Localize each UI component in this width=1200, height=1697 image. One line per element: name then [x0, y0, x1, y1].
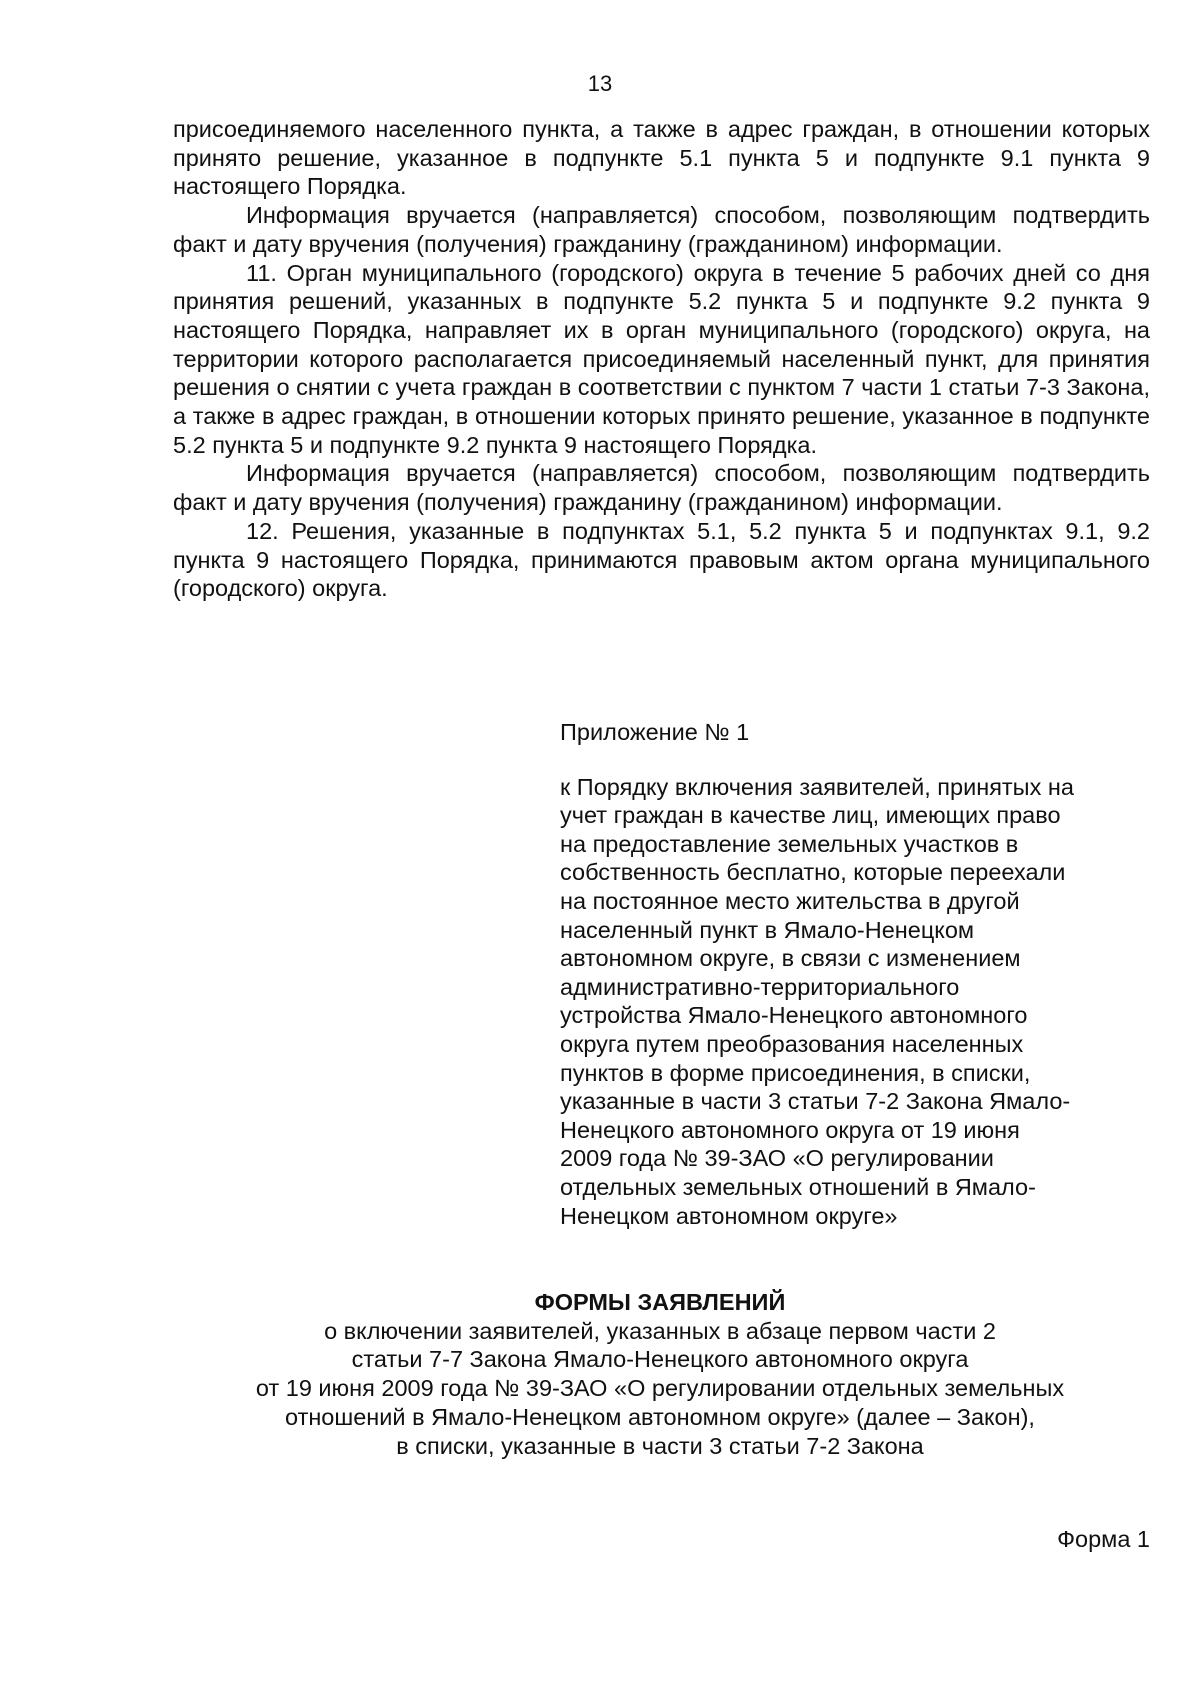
- appendix-line: автономном округе, в связи с изменением: [560, 945, 1021, 972]
- appendix-line: к Порядку включения заявителей, принятых на: [560, 773, 1074, 800]
- forms-subtitle-line: статьи 7-7 Закона Ямало-Ненецкого автономного округа: [351, 1346, 969, 1373]
- appendix-line: на постоянное место жительства в другой: [560, 887, 1020, 914]
- body-text: [173, 115, 1150, 603]
- appendix-title: Приложение № 1: [560, 719, 750, 745]
- forms-subtitle-line: отношений в Ямало-Ненецком автономном округе» (далее – Закон),: [285, 1403, 1035, 1430]
- page-number: 13: [587, 71, 613, 96]
- appendix-description: [560, 773, 1150, 1231]
- forms-subtitle-line: в списки, указанные в части 3 статьи 7-2 Закона: [396, 1432, 924, 1459]
- appendix-line: на предоставление земельных участков в: [560, 830, 1019, 857]
- appendix-line: устройства Ямало-Ненецкого автономного: [560, 1002, 1028, 1029]
- appendix-line: административно-территориального: [560, 973, 960, 1000]
- form-number-label: Форма 1: [1057, 1526, 1150, 1552]
- appendix-line: Ненецкого автономного округа от 19 июня: [560, 1116, 1020, 1143]
- appendix-line: населенный пункт в Ямало-Ненецком: [560, 916, 975, 943]
- appendix-line: отдельных земельных отношений в Ямало-: [560, 1173, 1036, 1200]
- appendix-line: указанные в части 3 статьи 7-2 Закона Ямало-: [560, 1088, 1071, 1115]
- paragraph-info-delivery: Информация вручается (направляется) способом, позволяющим подтвердить факт и дату вручения (получения) гражданину (гражданином) информации.: [173, 202, 1150, 257]
- appendix-line: округа путем преобразования населенных: [560, 1030, 1024, 1057]
- paragraph-info-delivery-2: Информация вручается (направляется) способом, позволяющим подтвердить факт и дату вручения (получения) гражданину (гражданином) информации.: [173, 460, 1150, 516]
- appendix-line: Ненецком автономном округе»: [560, 1202, 898, 1229]
- paragraph-clause-11: 11. Орган муниципального (городского) округа в течение 5 рабочих дней со дня принятия решений, указанных в подпункте 5.2 пункта 5 и подпункте 9.2 пункта 9 настоящего Порядка, направляет их в орган муниципального (городского) округа, на территории которого располагается присоединяемый населенный пункт, для принятия решения о снятии с учета граждан в соответствии с пунктом 7 части 1 статьи 7-3 Закона, а также в адрес граждан, в отношении которых принято решение, указанное в подпункте 5.2 пункта 5 и подпункте 9.2 пункта 9 настоящего Порядка.: [173, 259, 1150, 458]
- forms-title: ФОРМЫ ЗАЯВЛЕНИЙ: [534, 1289, 786, 1315]
- appendix-line: учет граждан в качестве лиц, имеющих право: [560, 802, 1061, 829]
- appendix-line: 2009 года № 39-ЗАО «О регулировании: [560, 1145, 994, 1172]
- paragraph-continuation: присоединяемого населенного пункта, а также в адрес граждан, в отношении которых принято решение, указанное в подпункте 5.1 пункта 5 и подпункте 9.1 пункта 9 настоящего Порядка.: [173, 116, 1150, 200]
- forms-subtitle-line: о включении заявителей, указанных в абзаце первом части 2: [324, 1317, 996, 1344]
- appendix-block: [560, 718, 1160, 1230]
- forms-heading: [0, 1288, 1200, 1460]
- paragraph-clause-12: 12. Решения, указанные в подпунктах 5.1, 5.2 пункта 5 и подпунктах 9.1, 9.2 пункта 9 настоящего Порядка, принимаются правовым актом органа муниципального (городского) округа.: [173, 517, 1150, 602]
- forms-subtitle-line: от 19 июня 2009 года № 39-ЗАО «О регулировании отдельных земельных: [255, 1375, 1065, 1402]
- appendix-line: собственность бесплатно, которые переехали: [560, 859, 1066, 886]
- appendix-line: пунктов в форме присоединения, в списки,: [560, 1059, 1031, 1086]
